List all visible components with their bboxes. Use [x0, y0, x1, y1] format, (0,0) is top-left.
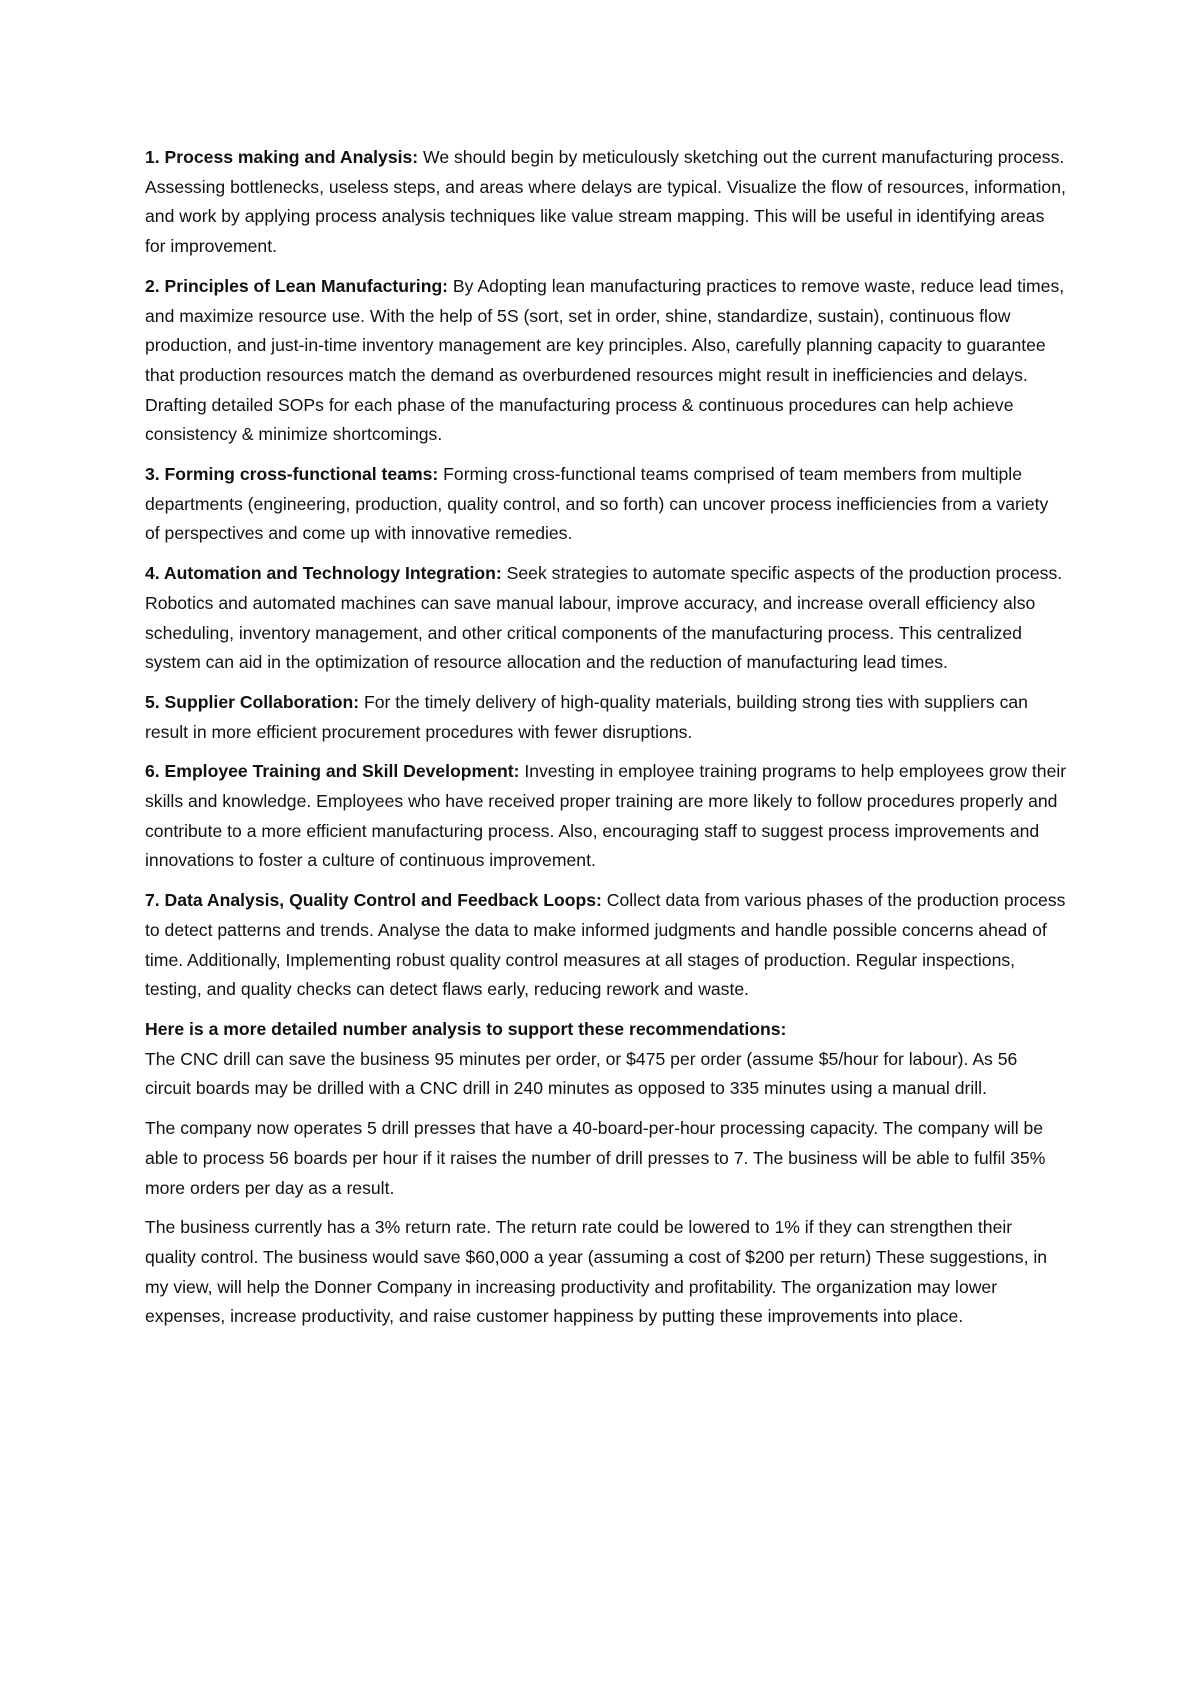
section-automation: [145, 559, 1067, 678]
section-label: 5. Supplier Collaboration:: [145, 691, 360, 712]
section-label: 6. Employee Training and Skill Development:: [145, 761, 520, 782]
section-text: Seek strategies to automate specific aspects of the production process. Robotics and automated machines can save manual labour, improve accuracy, and increase overall efficiency also scheduling, inventory management, and other critical components of the manufacturing process. This centralized system can aid in the optimization of resource allocation and the reduction of manufacturing lead times.: [145, 563, 1063, 673]
section-label: 2. Principles of Lean Manufacturing:: [145, 275, 449, 296]
analysis-drill-presses: [145, 1114, 1067, 1203]
section-cross-functional-teams: [145, 460, 1067, 549]
section-data-analysis: [145, 886, 1067, 1005]
section-text: By Adopting lean manufacturing practices to remove waste, reduce lead times, and maximize resource use. With the help of 5S (sort, set in order, shine, standardize, sustain), continuous flow production, and just-in-time inventory management are key principles. Also, carefully planning capacity to guarantee that production resources match the demand as overburdened resources might result in inefficiencies and delays. Drafting detailed SOPs for each phase of the manufacturing process & continuous procedures can help achieve consistency & minimize shortcomings.: [145, 275, 1065, 445]
document-body: [145, 143, 1067, 1342]
section-supplier-collaboration: [145, 688, 1067, 747]
section-label: 7. Data Analysis, Quality Control and Feedback Loops:: [145, 890, 602, 911]
analysis-return-rate: [145, 1213, 1067, 1332]
section-process-analysis: [145, 143, 1067, 262]
analysis-paragraph: The company now operates 5 drill presses that have a 40-board-per-hour processing capacity. The company will be able to process 56 boards per hour if it raises the number of drill presses to 7. The business will be able to fulfil 35% more orders per day as a result.: [145, 1118, 1046, 1198]
section-label: 1. Process making and Analysis:: [145, 147, 419, 167]
section-employee-training: [145, 757, 1067, 876]
section-text: Forming cross-functional teams comprised of team members from multiple departments (engineering, production, quality control, and so forth) can uncover process inefficiencies from a variety of perspectives and come up with innovative remedies.: [145, 464, 1049, 544]
analysis-cnc-drill: [145, 1015, 1067, 1104]
section-text: We should begin by meticulously sketching out the current manufacturing process. Assessing bottlenecks, useless steps, and areas where delays are typical. Visualize the flow of resources, information, and work by applying process analysis techniques like value stream mapping. This will be useful in identifying areas for improvement.: [145, 147, 1066, 257]
section-label: 4. Automation and Technology Integration:: [145, 563, 502, 584]
section-text: Collect data from various phases of the production process to detect patterns and trends. Analyse the data to make informed judgments and handle possible concerns ahead of time. Additionally, Implementing robust quality control measures at all stages of production. Regular inspections, testing, and quality checks can detect flaws early, reducing rework and waste.: [145, 890, 1066, 1000]
section-label: 3. Forming cross-functional teams:: [145, 464, 439, 485]
analysis-paragraph: The business currently has a 3% return rate. The return rate could be lowered to 1% if they can strengthen their quality control. The business would save $60,000 a year (assuming a cost of $200 per return) These suggestions, in my view, will help the Donner Company in increasing productivity and profitability. The organization may lower expenses, increase productivity, and raise customer happiness by putting these improvements into place.: [145, 1217, 1048, 1327]
analysis-paragraph: The CNC drill can save the business 95 minutes per order, or $475 per order (assume $5/hour for labour). As 56 circuit boards may be drilled with a CNC drill in 240 minutes as opposed to 335 minutes using a manual drill.: [145, 1048, 1018, 1099]
section-text: For the timely delivery of high-quality materials, building strong ties with suppliers can result in more efficient procurement procedures with fewer disruptions.: [145, 691, 1028, 742]
section-text: Investing in employee training programs to help employees grow their skills and knowledge. Employees who have received proper training are more likely to follow procedures properly and contribute to a more efficient manufacturing process. Also, encouraging staff to suggest process improvements and innovations to foster a culture of continuous improvement.: [145, 761, 1067, 871]
section-lean-manufacturing: [145, 272, 1067, 450]
analysis-heading: Here is a more detailed number analysis to support these recommendations:: [145, 1018, 787, 1039]
